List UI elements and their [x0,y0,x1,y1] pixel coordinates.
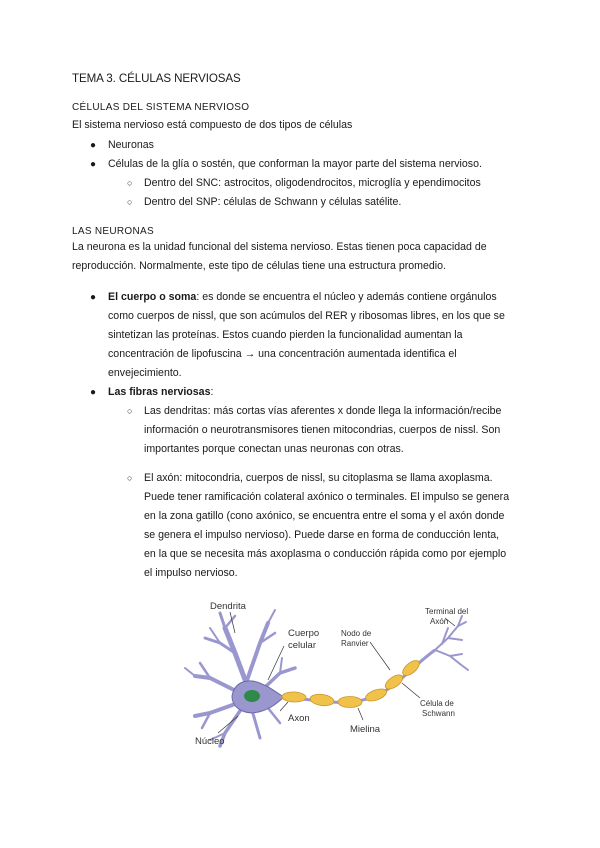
soma-label: El cuerpo o soma [108,291,197,303]
text-line: : es donde se encuentra el núcleo y además contiene orgánulos [196,291,497,303]
text-line: el impulso nervioso. [144,567,238,579]
text-line: en la zona gatillo (cono axónico, se encuentra entre el soma y el axón donde [144,510,505,522]
text-line: La neurona es la unidad funcional del sistema nervioso. Estas tienen poca capacidad de [72,241,487,253]
label-cuerpo: Cuerpo [288,628,320,639]
text-line: El axón: mitocondria, cuerpos de nissl, su citoplasma se llama axoplasma. [144,472,493,484]
text-line: envejecimiento. [108,367,182,379]
bullet-neuronas: Neuronas [108,139,154,151]
label-dendrita: Dendrita [210,601,246,612]
section-heading-celulas: CÉLULAS DEL SISTEMA NERVIOSO [72,102,250,113]
page-title: TEMA 3. CÉLULAS NERVIOSAS [72,72,241,85]
bullet-circle: ○ [127,473,133,483]
bullet-soma [108,288,533,383]
sub-bullet-dendritas [144,402,534,459]
fibras-suffix: : [210,386,214,398]
label-axon: Axon [288,713,310,724]
bullet-dot: ● [90,140,97,151]
text-line: se genera el impulso nervioso). Puede darse en forma de conducción lenta, [144,529,500,541]
dendrites [185,610,295,746]
bullet-dot: ● [90,159,97,170]
label-terminal-axon: Axón [430,617,449,626]
text-line: como cuerpos de nissl, que son acúmulos del RER y ribosomas libres, en los que se [108,310,505,322]
label-celula-de: Célula de [420,699,454,708]
text-line: Las dendritas: más cortas vías aferentes x donde llega la información/recibe [144,405,502,417]
label-terminal: Terminal del [425,607,469,616]
label-nucleo: Núcleo [195,736,225,747]
text-line: reproducción. Normalmente, este tipo de células tiene una estructura promedio. [72,260,446,272]
text-line: en la que se necesita más axoplasma o conducción rápida como por ejemplo [144,548,507,560]
sub-bullet-snc: Dentro del SNC: astrocitos, oligodendrocitos, microglía y ependimocitos [144,177,481,189]
label-ranvier: Ranvier [341,639,369,648]
text-line: importantes porque conectan unas neuronas con otras. [144,443,404,455]
label-nodo: Nodo de [341,629,372,638]
neuron-diagram [180,598,480,748]
section1-intro: El sistema nervioso está compuesto de dos tipos de células [72,119,353,131]
text-line: Puede tener ramificación colateral axónico o terminales. El impulso se genera [144,491,510,503]
text-line: concentración de lipofuscina → una concentración aumentada identifica el [108,348,457,360]
text-line: sintetizan las proteínas. Estos cuando pierden la funcionalidad aumentan la [108,329,463,341]
text-line: información o neurotransmisores tienen mitocondrias, cuerpos de nissl. Son [144,424,501,436]
bullet-circle: ○ [127,406,133,416]
bullet-circle: ○ [127,197,133,207]
section-heading-neuronas: LAS NEURONAS [72,226,154,237]
label-celular: celular [288,640,316,651]
myelin-sheath [282,658,422,708]
fibras-label: Las fibras nerviosas [108,386,211,398]
label-mielina: Mielina [350,724,381,735]
bullet-glia: Células de la glía o sostén, que conforman la mayor parte del sistema nervioso. [108,158,482,170]
neuronas-intro [72,238,527,276]
bullet-circle: ○ [127,178,133,188]
nucleus [244,690,260,702]
bullet-dot: ● [90,387,97,398]
bullet-fibras [108,383,533,402]
sub-bullet-snp: Dentro del SNP: células de Schwann y células satélite. [144,196,402,208]
bullet-dot: ● [90,292,97,303]
sub-bullet-axon [144,469,534,583]
label-schwann: Schwann [422,709,455,718]
